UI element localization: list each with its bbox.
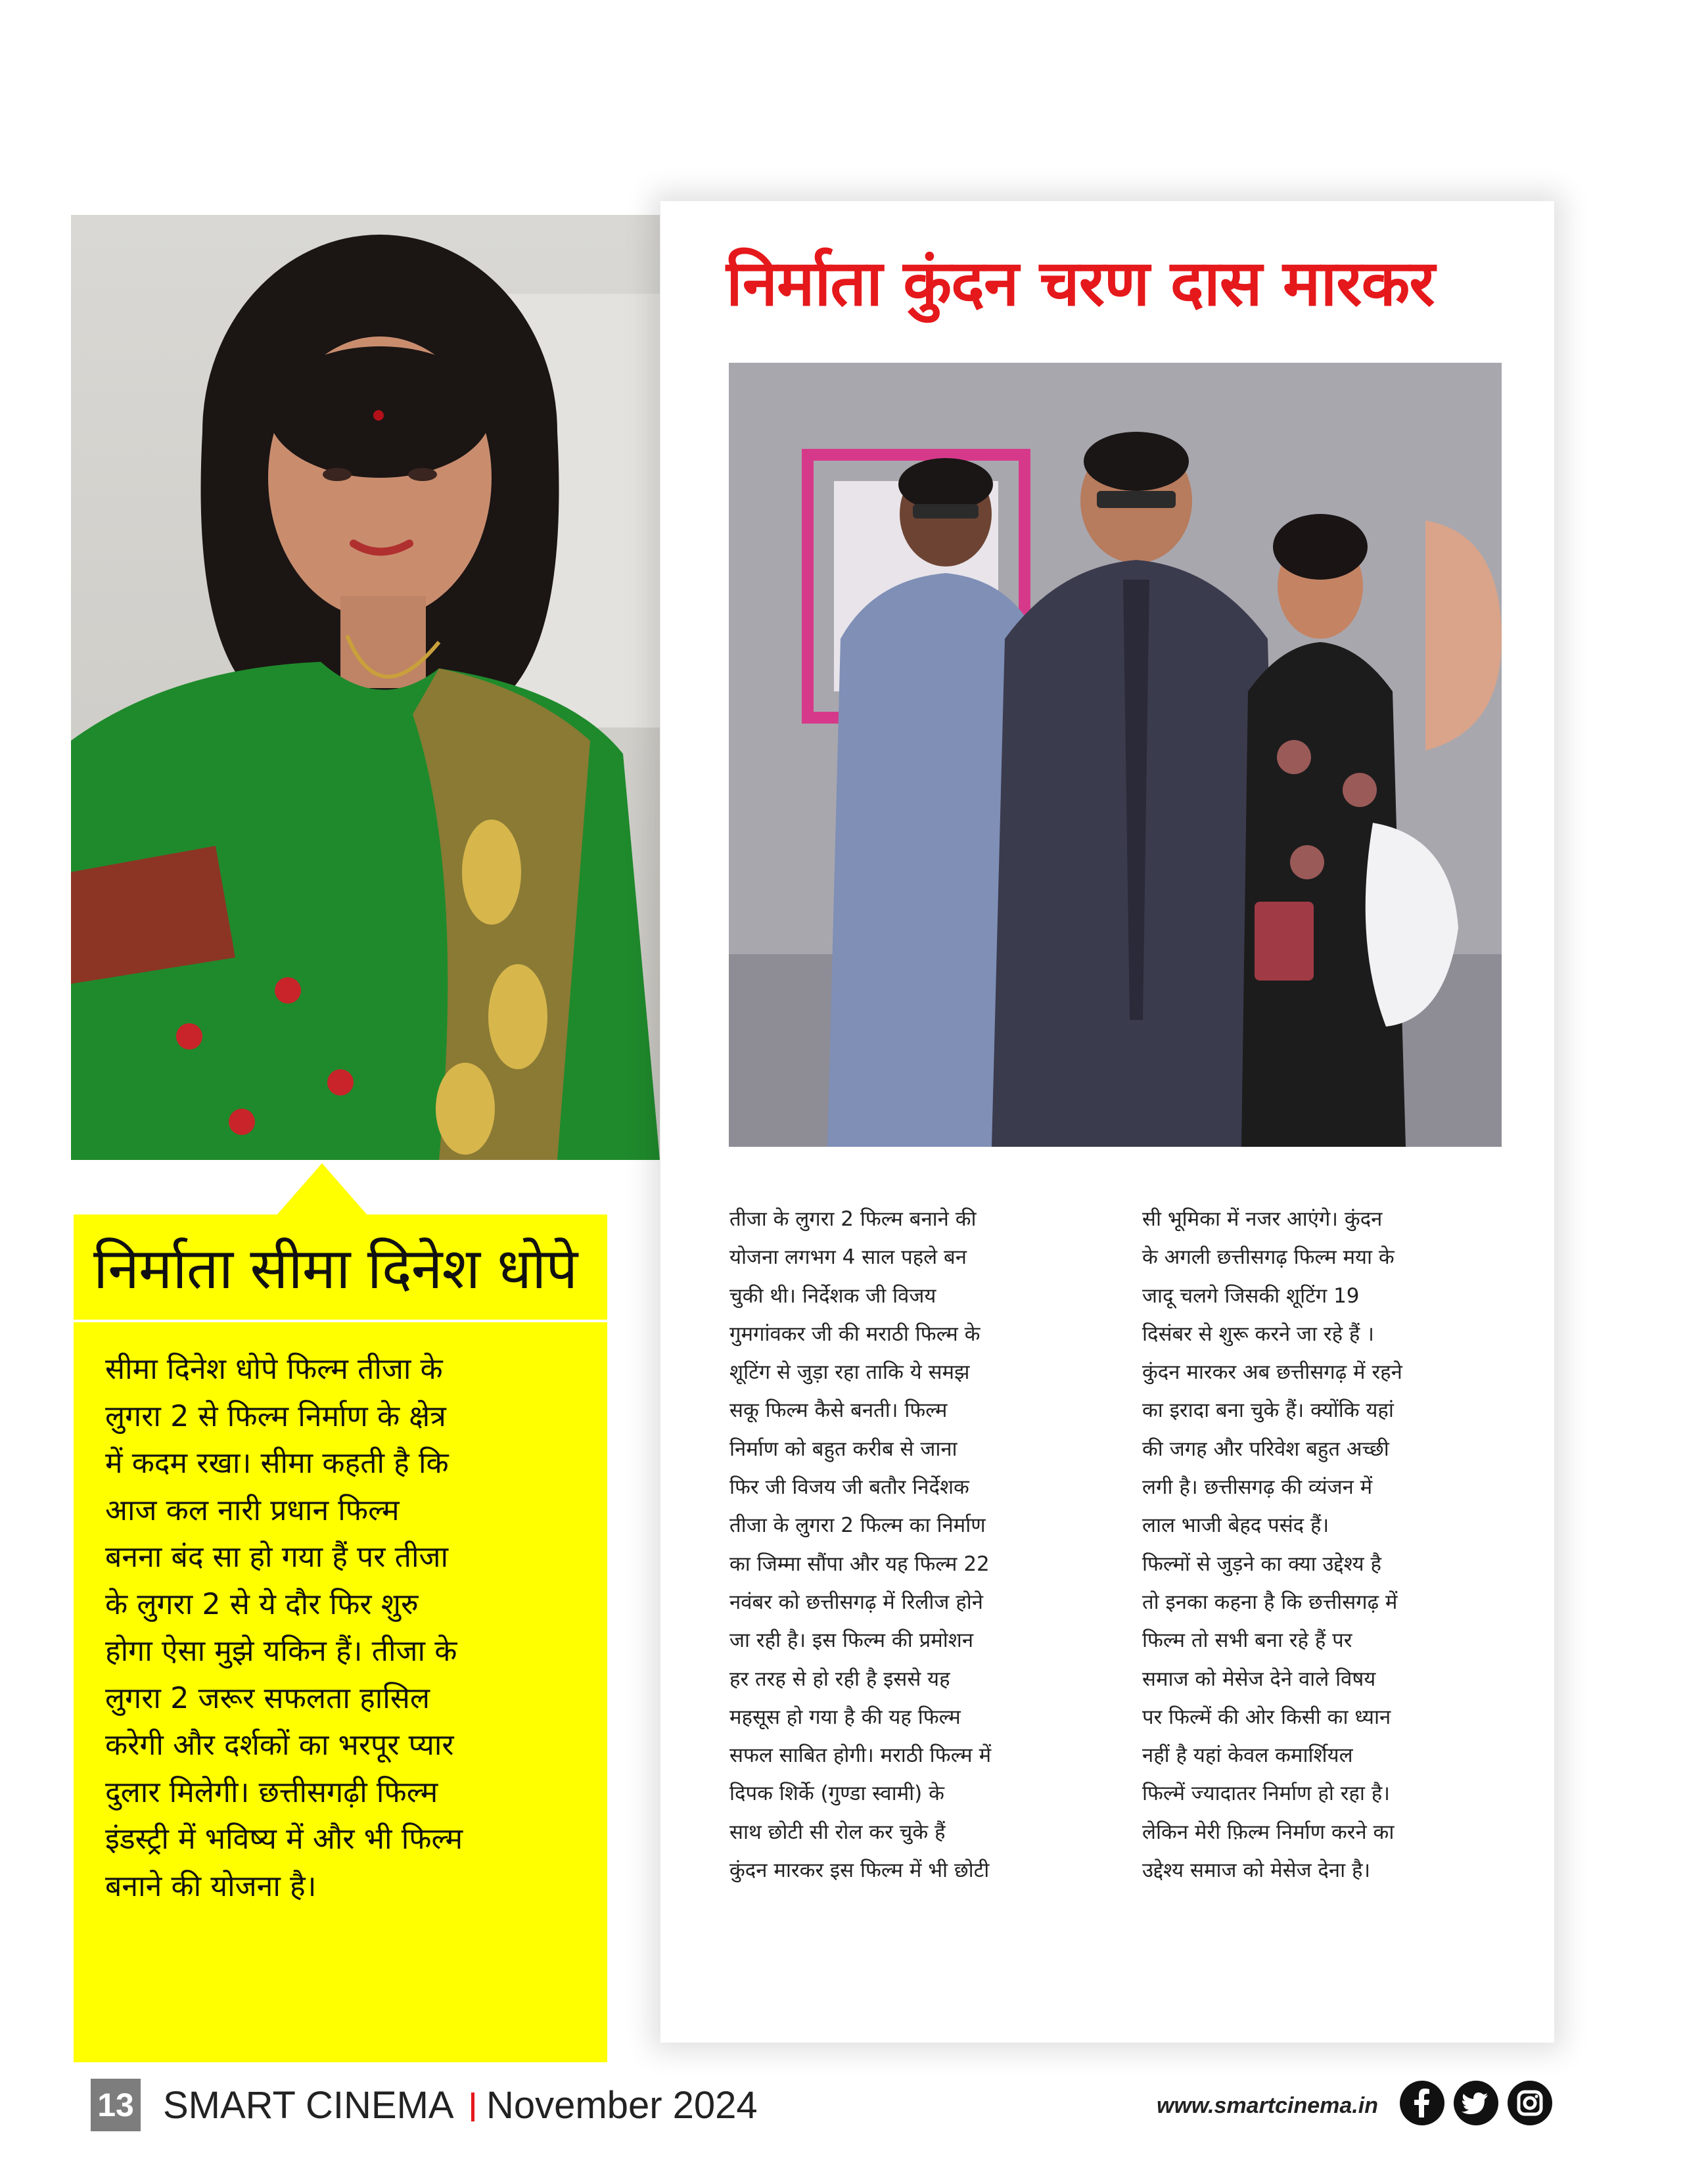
kundan-feature-title: निर्माता कुंदन चरण दास मारकर — [726, 246, 1435, 320]
body-line: आज कल नारी प्रधान फिल्म — [105, 1493, 400, 1527]
instagram-icon[interactable] — [1508, 2081, 1552, 2125]
kundan-feature-card — [660, 201, 1554, 2043]
column-line: दिसंबर से शुरू करने जा रहे हैं । — [1142, 1322, 1374, 1346]
column-line: फिर जी विजय जी बतौर निर्देशक — [729, 1475, 969, 1500]
body-line: सीमा दिनेश धोपे फिल्म तीजा के — [105, 1353, 443, 1386]
body-line: इंडस्ट्री में भविष्य में और भी फिल्म — [105, 1822, 463, 1856]
column-line: नवंबर को छत्तीसगढ़ में रिलीज होने — [729, 1590, 983, 1614]
column-line: साथ छोटी सी रोल कर चुके हैं — [729, 1820, 946, 1844]
column-line: गुमगांवकर जी की मराठी फिल्म के — [729, 1322, 981, 1346]
seema-profile-box — [74, 1214, 607, 2062]
body-line: बनना बंद सा हो गया हैं पर तीजा — [105, 1540, 449, 1574]
column-line: समाज को मेसेज देने वाले विषय — [1142, 1667, 1376, 1691]
column-line: जा रही है। इस फिल्म की प्रमोशन — [729, 1629, 974, 1653]
footer-separator — [471, 2093, 474, 2121]
column-line: जादू चलगे जिसकी शूटिंग 19 — [1142, 1284, 1360, 1308]
body-line: दुलार मिलेगी। छत्तीसगढ़ी फिल्म — [105, 1775, 438, 1809]
body-line: में कदम रखा। सीमा कहती है कि — [105, 1446, 449, 1480]
column-line: सकू फिल्म कैसे बनती। फिल्म — [729, 1399, 948, 1423]
body-line: के लुगरा 2 से ये दौर फिर शुरु — [105, 1587, 419, 1621]
column-line: तो इनका कहना है कि छत्तीसगढ़ में — [1142, 1590, 1398, 1614]
website-link[interactable]: www.smartcinema.in — [1157, 2093, 1378, 2118]
article-column-1 — [729, 1200, 1084, 1889]
column-line: लेकिन मेरी फ़िल्म निर्माण करने का — [1142, 1820, 1395, 1844]
twitter-icon[interactable] — [1454, 2081, 1498, 2125]
column-line: तीजा के लुगरा 2 फिल्म का निर्माण — [729, 1514, 986, 1538]
group-photo — [729, 363, 1502, 1147]
column-line: चुकी थी। निर्देशक जी विजय — [729, 1284, 936, 1308]
column-line: दिपक शिर्के (गुण्डा स्वामी) के — [729, 1782, 944, 1806]
body-line: लुगरा 2 जरूर सफलता हासिल — [105, 1681, 430, 1715]
column-line: पर फिल्में की ओर किसी का ध्यान — [1142, 1705, 1391, 1729]
portrait-photo-seema — [71, 215, 660, 1160]
seema-profile-body — [105, 1346, 591, 1910]
column-line: कुंदन मारकर अब छत्तीसगढ़ में रहने — [1142, 1360, 1402, 1385]
column-line: हर तरह से हो रही है इससे यह — [729, 1667, 950, 1691]
facebook-icon[interactable] — [1400, 2081, 1444, 2125]
column-line: लगी है। छत्तीसगढ़ की व्यंजन में — [1142, 1475, 1373, 1500]
body-line: लुगरा 2 से फिल्म निर्माण के क्षेत्र — [105, 1399, 446, 1433]
profile-divider — [74, 1320, 607, 1322]
column-line: योजना लगभग 4 साल पहले बन — [729, 1245, 967, 1270]
column-line: शूटिंग से जुड़ा रहा ताकि ये समझ — [729, 1360, 970, 1385]
callout-pointer — [276, 1163, 368, 1216]
column-line: का जिम्मा सौंपा और यह फिल्म 22 — [729, 1552, 990, 1576]
column-line: उद्देश्य समाज को मेसेज देना है। — [1142, 1859, 1371, 1883]
column-line: महसूस हो गया है की यह फिल्म — [729, 1705, 961, 1729]
publication-name: SMART CINEMA — [163, 2084, 454, 2127]
column-line: फिल्म तो सभी बना रहे हैं पर — [1142, 1629, 1352, 1653]
column-line: फिल्मों से जुड़ने का क्या उद्देश्य है — [1142, 1552, 1381, 1576]
column-line: सफल साबित होगी। मराठी फिल्म में — [729, 1744, 992, 1768]
column-line: फिल्में ज्यादातर निर्माण हो रहा है। — [1142, 1782, 1390, 1806]
body-line: बनाने की योजना है। — [105, 1869, 317, 1903]
column-line: निर्माण को बहुत करीब से जाना — [729, 1437, 958, 1461]
column-line: की जगह और परिवेश बहुत अच्छी — [1142, 1437, 1389, 1461]
body-line: करेगी और दर्शकों का भरपूर प्यार — [105, 1728, 454, 1762]
column-line: सी भूमिका में नजर आएंगे। कुंदन — [1142, 1207, 1383, 1231]
column-line: के अगली छत्तीसगढ़ फिल्म मया के — [1142, 1245, 1395, 1270]
column-line: तीजा के लुगरा 2 फिल्म बनाने की — [729, 1207, 977, 1231]
column-line: का इरादा बना चुके हैं। क्योंकि यहां — [1142, 1399, 1394, 1423]
issue-date: November 2024 — [486, 2084, 758, 2127]
portrait-illustration — [71, 215, 660, 1160]
group-photo-illustration — [729, 363, 1502, 1147]
column-line: लाल भाजी बेहद पसंद हैं। — [1142, 1514, 1329, 1538]
page-number: 13 — [91, 2079, 141, 2131]
column-line: नहीं है यहां केवल कमार्शियल — [1142, 1744, 1353, 1768]
body-line: होगा ऐसा मुझे यकिन हैं। तीजा के — [105, 1634, 457, 1668]
column-line: कुंदन मारकर इस फिल्म में भी छोटी — [729, 1859, 990, 1883]
seema-profile-title: निर्माता सीमा दिनेश धोपे — [93, 1236, 578, 1302]
article-column-2 — [1142, 1200, 1497, 1889]
